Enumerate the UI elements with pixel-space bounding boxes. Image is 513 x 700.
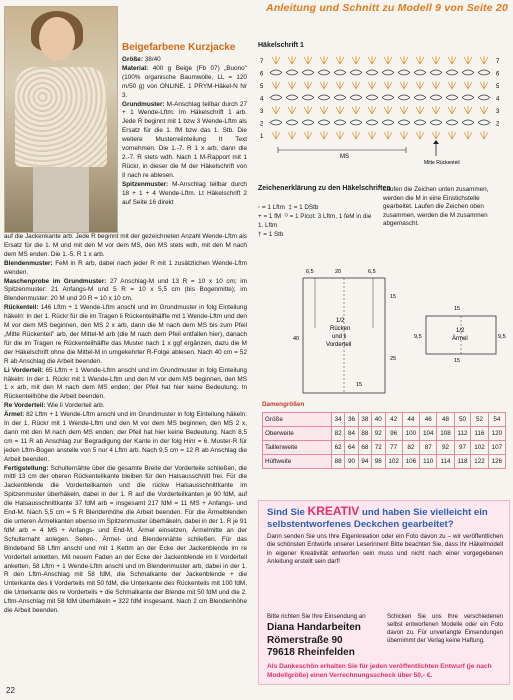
mitte-label: Mitte Rückenteil xyxy=(424,160,460,166)
stitch-chain-mark xyxy=(334,120,346,125)
stitch-fan-mark xyxy=(416,81,424,89)
size-row-label: Taillenweite xyxy=(263,441,332,455)
sleeve-label-2: Ärmel xyxy=(452,336,468,342)
stitch-chain-mark xyxy=(398,120,410,125)
body-para-0 xyxy=(4,233,247,260)
stitch-fan-mark xyxy=(368,81,376,89)
stitch-fan-mark xyxy=(368,131,376,139)
stitch-fan-mark xyxy=(400,81,408,89)
body-para-6 xyxy=(4,411,247,464)
size-cell: 122 xyxy=(471,455,488,469)
size-cell: 92 xyxy=(372,427,385,441)
body-para-5 xyxy=(4,402,247,411)
body-para-2 xyxy=(4,278,247,305)
stitch-fan-mark xyxy=(448,81,456,89)
pattern-schematic xyxy=(256,258,506,398)
stitch-fan-mark xyxy=(400,106,408,114)
stitch-fan-mark xyxy=(320,56,328,64)
chart-row-number-right: 5 xyxy=(496,84,500,90)
size-cell: 104 xyxy=(420,427,437,441)
chart-row-number: 2 xyxy=(260,121,264,128)
chart-row-number: 7 xyxy=(260,59,264,65)
single-crochet-icon: + xyxy=(258,213,264,220)
stitch-chain-mark xyxy=(414,95,426,100)
chart-row-number: 4 xyxy=(260,96,264,103)
stitch-chain-mark xyxy=(334,70,346,75)
picot-icon: ᴼ xyxy=(284,213,290,220)
size-cell: 50 xyxy=(454,413,471,427)
sleeve-label-1: 1/2 xyxy=(456,328,465,334)
stitch-chain-mark xyxy=(478,70,490,75)
legend-note: Laufen die Zeichen unten zusammen, werden die M in eine Einstichstelle gearbeitet. Laufen die Zeichen oben zusammen, werden die M zusammen abgemascht. xyxy=(383,186,489,227)
size-cell: 116 xyxy=(471,427,488,441)
chart-row-number: 5 xyxy=(260,84,264,90)
crochet-chart xyxy=(256,52,506,172)
size-table-row xyxy=(263,441,506,455)
body-text: 82 Lftm + 1 Wende-Lftm anschl und im Grundmuster in folg Einteilung häkeln: In der 1. Rückr mit 1 Wende-Lftm und den M vor dem MS beginnen, den MS 2 x, dann mit den M nach dem MS enden; der Pfeil hat hier keine Bedeutung. Nach 8,5 cm = 11 R ab Anschlag zur Begradigung der Kante in der folg Hinr = 6. Muster-R für jeden Lftm-Bogen anstelle von 5 nur 4 Lftm arb. Nach 9,5 cm = 12 R ab Anschlag die Arbeit beenden. xyxy=(4,411,247,463)
intro-para-0 xyxy=(122,56,247,65)
size-cell: 112 xyxy=(454,427,471,441)
size-cell: 88 xyxy=(358,427,371,441)
size-cell: 44 xyxy=(402,413,419,427)
photo-face xyxy=(39,17,75,61)
size-table-row xyxy=(263,455,506,469)
stitch-chain-mark xyxy=(366,120,378,125)
size-cell: 82 xyxy=(402,441,419,455)
size-table-header xyxy=(263,413,506,427)
legend-row-0 xyxy=(258,203,378,212)
stitch-fan-mark xyxy=(336,106,344,114)
stitch-fan-mark xyxy=(352,106,360,114)
legend-title: Zeichenerklärung zu den Häkelschriften xyxy=(258,185,391,192)
stitch-fan-mark xyxy=(320,81,328,89)
intro-para-3 xyxy=(122,181,247,208)
crochet-chart-title: Häkelschrift 1 xyxy=(258,42,304,49)
stitch-fan-mark xyxy=(384,56,392,64)
stitch-fan-mark xyxy=(288,131,296,139)
size-cell: 77 xyxy=(385,441,402,455)
body-text: 65 Lftm + 1 Wende-Lftm anschl und im Grundmuster in folg Einteilung häkeln: In der 1. Rückr mit 1 Wende-Lftm und den M vor dem MS beginnen, den MS 1 x arb, mit den M nach dem MS enden; der Pfeil hat hier keine Bedeutung. In Rückenteilhöhe die Arbeit beenden. xyxy=(4,366,247,401)
chart-row-number-right: 2 xyxy=(496,121,500,128)
stitch-fan-mark xyxy=(432,131,440,139)
stitch-fan-mark xyxy=(336,131,344,139)
size-cell: 54 xyxy=(488,413,505,427)
panel-label-3: und li xyxy=(332,334,347,340)
stitch-chain-mark xyxy=(382,120,394,125)
dim-height-40: 40 xyxy=(293,336,300,342)
stitch-chain-mark xyxy=(302,120,314,125)
stitch-fan-mark xyxy=(288,81,296,89)
stitch-chain-mark xyxy=(350,70,362,75)
intro-label: Größe: xyxy=(122,56,143,63)
stitch-fan-mark xyxy=(480,56,488,64)
photo-legs xyxy=(33,167,89,232)
size-cell: 107 xyxy=(488,441,505,455)
size-cell: 108 xyxy=(437,427,454,441)
size-cell: 118 xyxy=(454,455,471,469)
size-cell: 90 xyxy=(345,455,358,469)
stitch-fan-mark xyxy=(416,131,424,139)
stitch-fan-mark xyxy=(368,56,376,64)
stitch-chain-mark xyxy=(270,120,282,125)
stitch-chain-mark xyxy=(414,120,426,125)
size-row-label: Hüftweite xyxy=(263,455,332,469)
stitch-chain-mark xyxy=(382,95,394,100)
stitch-fan-mark xyxy=(448,131,456,139)
stitch-chain-mark xyxy=(286,70,298,75)
stitch-chain-mark xyxy=(318,95,330,100)
intro-label: Spitzenmuster: xyxy=(122,180,169,188)
stitch-fan-mark xyxy=(272,106,280,114)
stitch-fan-mark xyxy=(464,131,472,139)
stitch-fan-mark xyxy=(416,106,424,114)
body-text: 27 Anschlag-M und 13 R = 10 x 10 cm; im Spitzenmuster: 21 Anfangs-M und 5 R = 10 x 5,5 cm (bis Bogenmitte); im Blendenmuster: 20 M und 20 R = 10 x 10 cm. xyxy=(4,277,247,303)
double-treble-icon: ‡ xyxy=(288,204,294,211)
stitch-fan-mark xyxy=(272,81,280,89)
size-cell: 38 xyxy=(358,413,371,427)
page-number: 22 xyxy=(6,686,15,695)
intro-text: M-Anschlag teilbar durch 27 + 1 Wende-Lftm. Im Häkelschrift 1 arb. Jede R beginnt mit 1 bzw 3 Wende-Lftm als Ersatz für die 1. fM bzw das 1. Stb. Die weitere Musterreiinteilung It Text vornehmen. Die 1.-7. R 1 x arb, dann die 2.-7. R stets wdh. Nach 1 M-Rapport mit 1 Rückr, in dieser die M der Häkelschrift von II nach re ablesen. xyxy=(122,100,247,179)
stitch-chain-mark xyxy=(286,95,298,100)
page-header: Anleitung und Schnitt zu Modell 9 von Seite 20 xyxy=(266,2,508,14)
body-label: Ärmel: xyxy=(4,411,25,419)
instructions-body xyxy=(4,233,247,616)
body-text: Wie li Vorderteil arb. xyxy=(45,402,105,410)
body-label: Re Vorderteil: xyxy=(4,402,46,410)
stitch-chain-mark xyxy=(318,120,330,125)
symbol-legend xyxy=(258,203,378,239)
size-cell: 42 xyxy=(385,413,402,427)
dim-25: 25 xyxy=(390,356,397,362)
stitch-fan-mark xyxy=(288,56,296,64)
stitch-fan-mark xyxy=(432,106,440,114)
stitch-chain-mark xyxy=(286,120,298,125)
stitch-fan-mark xyxy=(464,56,472,64)
size-cell: 96 xyxy=(385,427,402,441)
intro-label: Material: xyxy=(122,64,149,72)
stitch-fan-mark xyxy=(336,56,344,64)
stitch-chain-mark xyxy=(462,70,474,75)
stitch-chain-mark xyxy=(270,95,282,100)
size-cell: 102 xyxy=(385,455,402,469)
stitch-fan-mark xyxy=(304,56,312,64)
size-cell: 102 xyxy=(471,441,488,455)
panel-label-1: 1/2 xyxy=(336,318,345,324)
legend-text: = 1 Picot: 3 Lftm, 1 feM in die 1. Lftm xyxy=(258,213,372,229)
body-para-1 xyxy=(4,260,247,278)
stitch-fan-mark xyxy=(464,81,472,89)
chart-row-number: 3 xyxy=(260,109,264,115)
size-cell: 34 xyxy=(332,413,345,427)
promo-heading xyxy=(267,505,503,531)
intro-text: M-Anschlag teilbar durch 18 + 1 + 4 Wende-Lftm. Lt Häkelschrift 2 auf Seite 16 direkt xyxy=(122,180,247,206)
promo-address xyxy=(267,622,361,660)
address-line: 79618 Rheinfelden xyxy=(267,647,355,658)
stitch-fan-mark xyxy=(432,56,440,64)
stitch-chain-mark xyxy=(366,95,378,100)
body-label: Li Vorderteil: xyxy=(4,366,44,374)
size-cell: 97 xyxy=(454,441,471,455)
address-line: Römerstraße 90 xyxy=(267,634,343,646)
stitch-fan-mark xyxy=(400,131,408,139)
stitch-fan-mark xyxy=(320,131,328,139)
stitch-fan-mark xyxy=(480,81,488,89)
size-cell: 126 xyxy=(488,455,505,469)
body-label: Maschenprobe im Grundmuster: xyxy=(4,277,107,285)
size-row-label: Oberweite xyxy=(263,427,332,441)
stitch-chain-mark xyxy=(414,70,426,75)
stitch-chain-mark xyxy=(398,95,410,100)
size-table xyxy=(262,412,506,469)
dim-top-mid: 20 xyxy=(335,269,342,275)
stitch-chain-mark xyxy=(350,120,362,125)
intro-para-1 xyxy=(122,65,247,101)
stitch-chain-mark xyxy=(430,120,442,125)
size-row-label: Größe xyxy=(263,413,332,427)
stitch-chain-mark xyxy=(430,70,442,75)
chart-row-number: 1 xyxy=(260,134,264,140)
stitch-chain-mark xyxy=(350,95,362,100)
promo-address-label: Bitte richten Sie Ihre Einsendung an xyxy=(267,613,366,620)
size-cell: 98 xyxy=(372,455,385,469)
size-cell: 87 xyxy=(420,441,437,455)
size-table-row xyxy=(263,427,506,441)
stitch-fan-mark xyxy=(368,106,376,114)
address-line: Diana Handarbeiten xyxy=(267,622,361,633)
size-cell: 120 xyxy=(488,427,505,441)
size-cell: 110 xyxy=(420,455,437,469)
photo-jacket xyxy=(15,67,107,167)
promo-head-post: und haben Sie vielleicht ein selbstentworfenes Deckchen gearbeitet? xyxy=(267,507,488,530)
stitch-chain-mark xyxy=(462,95,474,100)
stitch-chain-mark xyxy=(430,95,442,100)
body-text: auf die Jackenkante arb. Jede R beginnt mit der gezeichneten Anzahl Wende-Lftm als Ersatz für die 1. M und mit den M vor dem MS, den MS stets wdh, mit den M nach dem MS enden. Die 1.-5. R 1 x arb. xyxy=(4,233,247,258)
intro-column xyxy=(122,56,247,207)
intro-label: Grundmuster: xyxy=(122,100,165,108)
promo-box xyxy=(258,500,510,685)
promo-footer: Als Dankeschön erhalten Sie für jeden veröffentlichten Entwurf (je nach Modellgröße) einen Verrechnungsscheck über 50,- €. xyxy=(267,663,492,679)
stitch-chain-mark xyxy=(382,70,394,75)
stitch-chain-mark xyxy=(446,70,458,75)
stitch-chain-mark xyxy=(462,120,474,125)
intro-text: 38/40 xyxy=(142,56,161,63)
legend-row-1 xyxy=(258,212,378,230)
stitch-fan-mark xyxy=(384,106,392,114)
body-para-3 xyxy=(4,304,247,366)
stitch-fan-mark xyxy=(352,131,360,139)
legend-text: = 1 Lftm xyxy=(261,204,285,211)
size-cell: 52 xyxy=(471,413,488,427)
stitch-chain-mark xyxy=(270,70,282,75)
panel-label-4: Vorderteil xyxy=(326,342,352,348)
chart-row-number-right: 3 xyxy=(496,109,500,115)
body-para-7 xyxy=(4,465,247,616)
chart-row-number: 6 xyxy=(260,71,264,78)
body-label: Blendenmuster: xyxy=(4,259,53,267)
sleeve-bottom-dim: 15 xyxy=(454,358,461,364)
legend-text: = 1 Stb xyxy=(263,231,284,238)
stitch-chain-mark xyxy=(446,95,458,100)
stitch-fan-mark xyxy=(400,56,408,64)
stitch-fan-mark xyxy=(464,106,472,114)
ms-label: MS xyxy=(340,154,349,160)
sleeve-right-dim: 9,5 xyxy=(498,334,506,340)
stitch-fan-mark xyxy=(288,106,296,114)
body-label: Rückenteil: xyxy=(4,304,39,312)
model-photo xyxy=(4,6,118,233)
body-para-4 xyxy=(4,367,247,403)
stitch-fan-mark xyxy=(448,106,456,114)
sizes-caption: Damengrößen xyxy=(262,401,305,408)
body-text: 146 Lftm + 1 Wende-Lftm anschl und im Grundmuster in folg Einteilung häkeln: In der 1. Rückr für die im Tragen li Rückenteilhälfte mit 1 Wende-Lftm und den M vor dem MS beginnen, den MS 2 x arb, dann die M nach dem MS bis zum Pfeil „Mitte Rückenteil" arb, der Mittel-M arb (die M nach dem Pfeil entfallen hier), danach für die im Tragen re Rückenteilhälfte das Muster nach 1 x ggf ergänzen, dazu die M der Häkelschrift ohne die Mittel-M in umgekehrter R-Folge ablesen. Nach 40 cm = 52 R ab Anschlag die Arbeit beenden. xyxy=(4,304,247,365)
intro-para-2 xyxy=(122,101,247,181)
chain-icon: ◦ xyxy=(258,204,262,211)
size-cell: 72 xyxy=(372,441,385,455)
stitch-chain-mark xyxy=(446,120,458,125)
legend-row-2 xyxy=(258,230,378,239)
dim-15-lower: 15 xyxy=(356,382,363,388)
size-cell: 106 xyxy=(402,455,419,469)
size-cell: 48 xyxy=(437,413,454,427)
stitch-fan-mark xyxy=(480,106,488,114)
size-cell: 88 xyxy=(332,455,345,469)
stitch-fan-mark xyxy=(352,81,360,89)
stitch-fan-mark xyxy=(304,131,312,139)
stitch-fan-mark xyxy=(336,81,344,89)
mitte-arrow-head xyxy=(433,140,439,144)
stitch-fan-mark xyxy=(384,131,392,139)
dim-top-right: 6,5 xyxy=(368,269,376,275)
promo-head-pre: Sind Sie xyxy=(267,507,308,518)
size-cell: 84 xyxy=(345,427,358,441)
size-cell: 92 xyxy=(437,441,454,455)
legend-text: = 1 fM xyxy=(263,213,282,220)
treble-icon: † xyxy=(258,231,264,238)
stitch-fan-mark xyxy=(416,56,424,64)
dim-15-upper: 15 xyxy=(390,294,397,300)
stitch-fan-mark xyxy=(480,131,488,139)
promo-body: Dann senden Sie uns Ihre Eigenkreation oder ein Foto davon zu – wir veröffentlichen die schönsten Entwürfe unserer Leserinnen! Bitte beachten Sie, dass Ihr Häkelmodell in eigener Kreativität entworfen sein muss und nicht nach einer vorgegebenen Anleitung erstellt sein darf! xyxy=(267,533,503,566)
promo-side-note: Schicken Sie uns Ihre verschiedenen selbst entworfenen Modelle oder ein Foto davon zu. Für unverlangte Einsendungen übernimmt der Verlag keine Haftung. xyxy=(387,614,503,644)
stitch-chain-mark xyxy=(478,120,490,125)
size-cell: 40 xyxy=(372,413,385,427)
body-label: Fertigstellung: xyxy=(4,464,49,472)
stitch-chain-mark xyxy=(318,70,330,75)
size-cell: 46 xyxy=(420,413,437,427)
sleeve-top-dim: 15 xyxy=(454,306,461,312)
body-text: FeM in R arb, dabei nach jeder R mit 1 zusätzlichen Wende-Lftm wenden. xyxy=(4,259,247,276)
stitch-fan-mark xyxy=(352,56,360,64)
size-cell: 64 xyxy=(345,441,358,455)
size-cell: 62 xyxy=(332,441,345,455)
intro-text: 400 g Beige (Fb 07) „Buono" (100% organische Baumwolle, LL = 120 m/50 g) von ONLINE. 1 PRYM-Häkel-N Nr 3. xyxy=(122,64,247,99)
stitch-fan-mark xyxy=(304,106,312,114)
panel-label-2: Rücken xyxy=(330,326,351,332)
stitch-chain-mark xyxy=(302,70,314,75)
stitch-chain-mark xyxy=(334,95,346,100)
stitch-fan-mark xyxy=(432,81,440,89)
size-cell: 114 xyxy=(437,455,454,469)
stitch-chain-mark xyxy=(478,95,490,100)
stitch-fan-mark xyxy=(448,56,456,64)
sleeve-left-dim: 9,5 xyxy=(414,334,422,340)
promo-head-kreativ: KREATIV xyxy=(307,504,360,518)
size-cell: 82 xyxy=(332,427,345,441)
chart-row-number-right: 4 xyxy=(496,96,500,103)
chart-row-number-right: 6 xyxy=(496,71,500,78)
pattern-title: Beigefarbene Kurzjacke xyxy=(122,42,236,53)
chart-row-number-right: 7 xyxy=(496,59,500,65)
size-cell: 94 xyxy=(358,455,371,469)
body-text: Schulternähte über die gesamte Breite der Vorderteile schließen, die mittl 13 cm der oberen Rückenteilkante bleiben für den Halsausschnitt frei. Für die Jackenblende die Vorderteilkanten und die rückw Halsausschnittkante im Spitzenmuster überhäkeln, dabei in der 1. R auf die Vorderteilkanten je 90 fdM, auf die Halsausschnittkante 37 fdM arb = insgesamt 217 fdM = 11 MS + Anfangs- und End-M. Nach 5,5 cm = 5 R Blendenhöhe die Arbeit beenden. Für die Ärmelblenden die unteren Ärmelkanten ebenso im Spitzenmuster überhäkeln, dabei in der 1. R je 91 fdM arb = 4 MS + Anfangs- und End-M. Ärmel einsetzen, Ärmelmitte an der Schulternaht anlegen. Seiten-, Ärmel- und Blendennähte schließen. Für das Bindeband 58 Lftm anschl und mit 1 Kettm an der Ecke der Jackenblende im re Vorderteil anketten. Mit neuem Faden an der Ecke der Jackenblende im li Vorderteil anketten, 58 Lftm + 1 Wende-Lftm anschl und im Blendenmuster arb, dabei in der 1. R den Lftm-Anschlag mit 58 fdM, die Schmalkante der Jackenblende + die Unterkante des li Vorderteils mit 50 fdM, die Unterkante des Rückenteils mit 100 fdM, die Unterkante des re Vorderteils + die Schmalkante der Blende mit 50 fdM und die 2. Lftm-Anschlag mit 58 fdM überhäkeln = 322 fdM insgesamt. Nach 2 cm Blendenhöhe die Arbeit beenden. xyxy=(4,464,247,615)
stitch-fan-mark xyxy=(272,131,280,139)
stitch-fan-mark xyxy=(304,81,312,89)
stitch-fan-mark xyxy=(272,56,280,64)
size-cell: 36 xyxy=(345,413,358,427)
size-cell: 68 xyxy=(358,441,371,455)
stitch-chain-mark xyxy=(398,70,410,75)
size-cell: 100 xyxy=(402,427,419,441)
stitch-fan-mark xyxy=(384,81,392,89)
dim-top-left: 6,5 xyxy=(306,269,314,275)
stitch-chain-mark xyxy=(366,70,378,75)
stitch-chain-mark xyxy=(302,95,314,100)
stitch-fan-mark xyxy=(320,106,328,114)
legend-text: = 1 DStb xyxy=(293,204,319,211)
